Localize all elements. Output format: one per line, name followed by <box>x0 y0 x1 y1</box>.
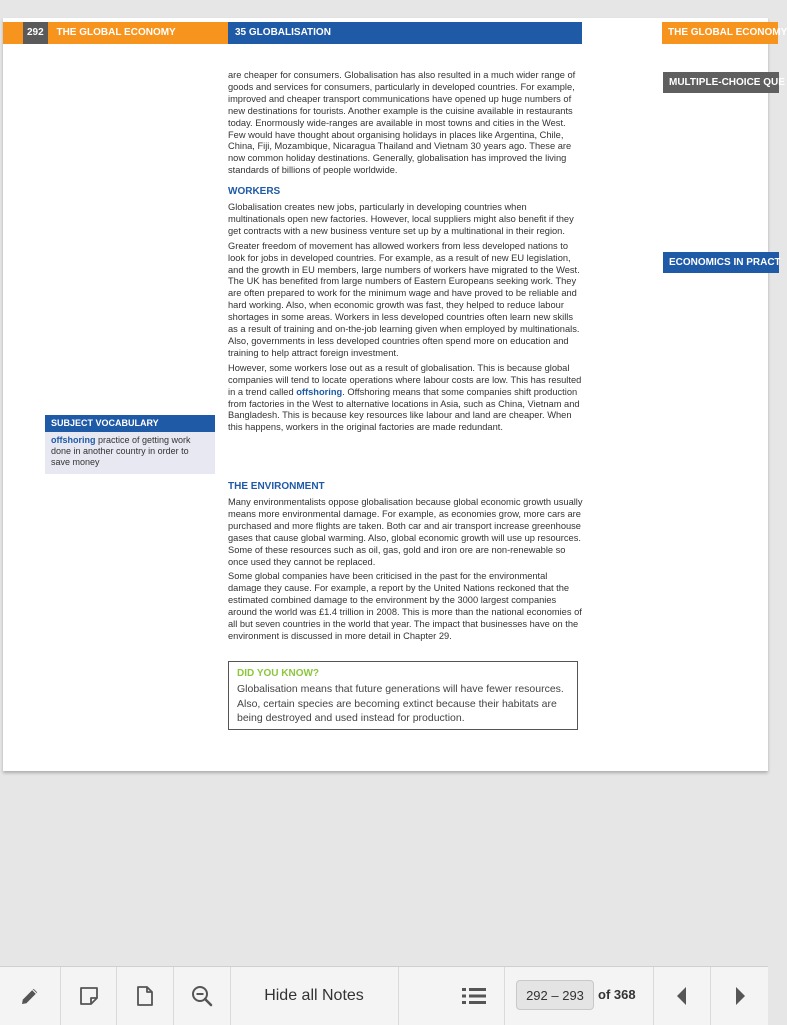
environment-section <box>228 497 583 646</box>
did-you-know-box <box>228 661 578 730</box>
page-view-button[interactable] <box>117 967 173 1025</box>
environment-paragraph-2: Some global companies have been criticised in the past for the environmental damage they cause. For example, a report by the United Nations reckoned that the estimated combined damage to the environment by the 3000 largest companies around the world was £1.4 trillion in 2008. This is more than the national economies of all but seven countries in the world that year. The impact that businesses have on the environment is discussed in more detail in Chapter 29. <box>228 571 582 641</box>
workers-paragraph-1: Globalisation creates new jobs, particularly in developing countries when multinationals open new factories. However, local suppliers might also benefit if they get contracts with a new business venture set up by a multinational in their region. <box>228 202 574 236</box>
intro-paragraph <box>228 70 583 180</box>
next-page-button[interactable] <box>711 967 768 1025</box>
toolbar-divider <box>398 967 399 1025</box>
pencil-icon <box>18 984 42 1008</box>
bottom-toolbar <box>0 966 768 1025</box>
zoom-out-button[interactable] <box>174 967 230 1025</box>
toolbar-divider <box>504 967 505 1025</box>
subject-vocabulary-box <box>45 415 215 474</box>
vocab-heading: SUBJECT VOCABULARY <box>45 415 215 432</box>
header-section-title: THE GLOBAL ECONOMY <box>56 27 176 38</box>
workers-heading: WORKERS <box>228 186 281 197</box>
add-note-button[interactable] <box>61 967 116 1025</box>
workers-section <box>228 202 583 437</box>
environment-paragraph-1: Many environmentalists oppose globalisation because global economic growth usually means more environmental damage. For example, as economies grow, more cars are purchased and more flights are taken. Both car and air transport increase greenhouse gases that cause global warming. Also, global economic growth will use up resources. Some of these resources such as oil, gas, gold and iron ore are non-renewable so once used they cannot be replaced. <box>228 497 583 567</box>
workers-p3-part-b: . Offshoring means that some companies shift production from factories in the West to alternative locations in Asia, such as China, Vietnam and Bangladesh. This is because key resources like labour and land are cheaper. When this happens, workers in the original factories are made redundant. <box>228 386 580 433</box>
list-icon <box>460 985 488 1007</box>
header-right-section: THE GLOBAL ECONOMY <box>662 22 778 44</box>
header-chapter: 35 GLOBALISATION <box>228 22 582 44</box>
workers-paragraph-2: Greater freedom of movement has allowed workers from less developed nations to look for jobs in developed countries. For example, as a result of new EU legislation, and the growth in EU members, large numbers of workers have migrated to the West. The UK has benefited from large numbers of Eastern Europeans seeking work. They are often prepared to work for the minimum wage and have proved to be reliable and hard working. Also, when economic growth was fast, they helped to reduce labour shortages in some areas. Workers in less developed countries often learn new skills as a result of training and on-the-job learning given when employed by multinationals. Also, governments in less developed countries often spend more on education and training to help attract foreign investment. <box>228 240 580 358</box>
page-icon <box>135 985 155 1007</box>
vocab-definition: practice of getting work done in another country in order to save money <box>51 435 191 467</box>
total-pages-label: of 368 <box>598 987 636 1002</box>
book-page-spread <box>3 18 787 771</box>
workers-p3-part-a: However, some workers lose out as a result of globalisation. This is because global companies will tend to locate operations where labour costs are low. This has resulted in a trend called <box>228 362 582 397</box>
header-book-section <box>3 22 228 44</box>
did-you-know-title: DID YOU KNOW? <box>237 668 320 679</box>
chevron-left-icon <box>674 985 690 1007</box>
hide-all-notes-button[interactable]: Hide all Notes <box>264 987 364 1004</box>
workers-paragraph-3 <box>228 363 583 434</box>
did-you-know-text: Globalisation means that future generations will have fewer resources. Also, certain species are becoming extinct because their habitats are being destroyed and used instead for production. <box>237 683 564 724</box>
multiple-choice-tab: MULTIPLE-CHOICE QUE <box>663 72 779 93</box>
sticky-note-icon <box>78 985 100 1007</box>
pencil-button[interactable] <box>0 967 60 1025</box>
table-of-contents-button[interactable] <box>444 967 504 1025</box>
previous-page-button[interactable] <box>654 967 710 1025</box>
header-page-number: 292 <box>23 22 48 44</box>
vocab-entry <box>45 432 215 474</box>
vocab-term[interactable]: offshoring <box>51 435 96 445</box>
offshoring-link[interactable]: offshoring <box>296 386 343 397</box>
environment-heading: THE ENVIRONMENT <box>228 481 325 492</box>
page-number-input[interactable]: 292 – 293 <box>516 980 594 1010</box>
zoom-out-icon <box>190 984 214 1008</box>
economics-in-practice-tab: ECONOMICS IN PRACT <box>663 252 779 273</box>
intro-text: are cheaper for consumers. Globalisation has also resulted in a much wider range of goods and services for consumers, particularly in developed countries. For example, improved and cheaper transport communications have opened up huge numbers of new destinations for tourists. Another example is the cuisine available in restaurants today. Enormously wide-ranges are available in most towns and cities in the West. Few would have thought about organising holidays in places like Argentina, Chile, China, Fiji, Mozambique, Nicaragua Thailand and Vietnam 30 years ago. These are now common holiday destinations. Generally, globalisation has improved the living standards of billions of people worldwide. <box>228 70 576 176</box>
chevron-right-icon <box>732 985 748 1007</box>
